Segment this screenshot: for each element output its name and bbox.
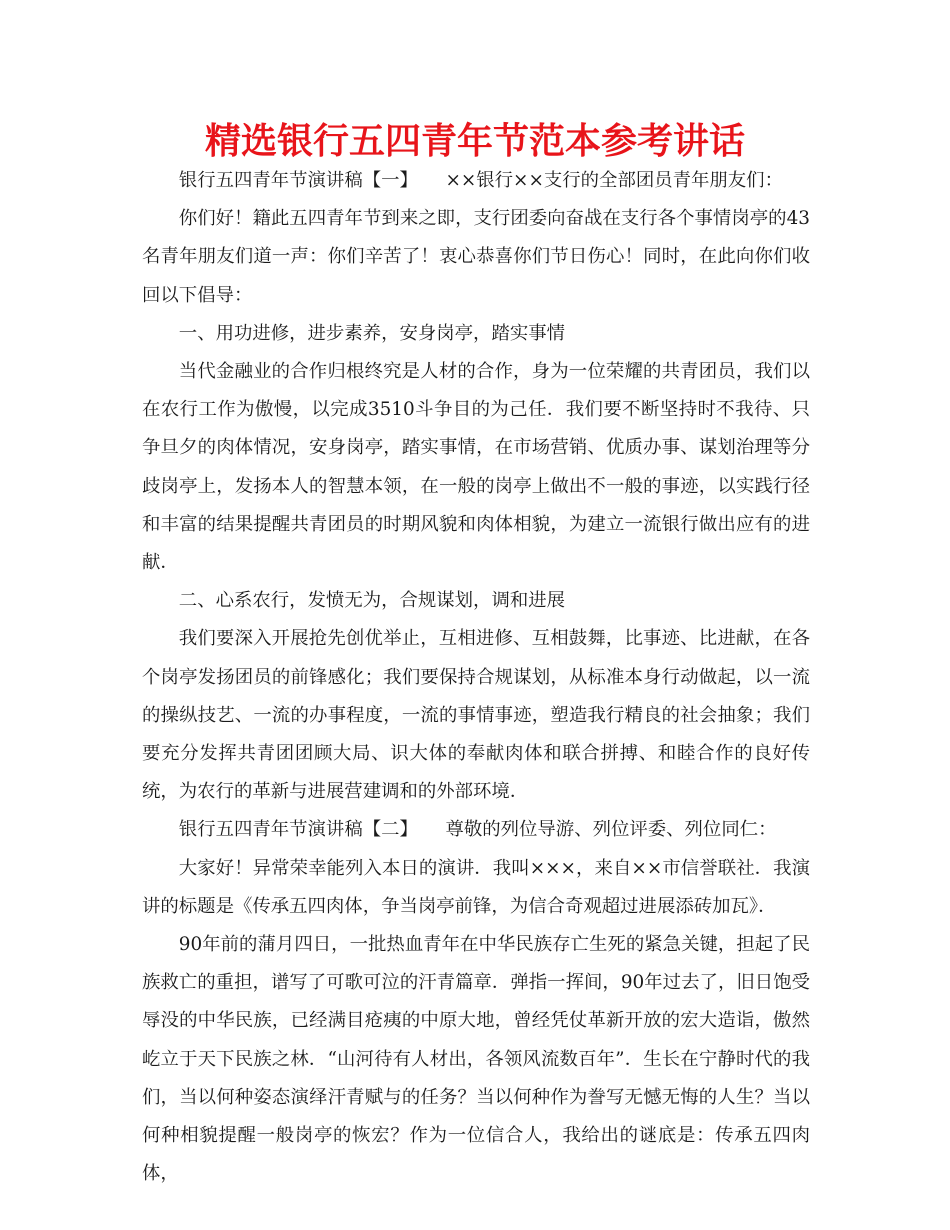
paragraph-speech-2-intro: 大家好！异常荣幸能列入本日的演讲．我叫×××，来自××市信誉联社．我演讲的标题是《传承五四肉体，争当岗亭前锋，为信合奇观超过进展添砖加瓦》． xyxy=(142,857,810,917)
paragraph-point-2-body: 我们要深入开展抢先创优举止，互相进修、互相鼓舞，比事迹、比进献，在各个岗亭发扬团员的前锋感化；我们要保持合规谋划，从标准本身行动做起，以一流的操纵技艺、一流的办事程度，一流的事情事迹，塑造我行精良的社会抽象；我们要充分发挥共青团团顾大局、识大体的奉献肉体和联合拼搏、和睦合作的良好传统，为农行的革新与进展营建调和的外部环境． xyxy=(142,628,810,803)
paragraph-speech-2-heading: 银行五四青年节演讲稿【二】 尊敬的列位导游、列位评委、列位同仁： xyxy=(178,819,777,841)
paragraph-speech-1-heading: 银行五四青年节演讲稿【一】 ××银行××支行的全部团员青年朋友们： xyxy=(178,170,783,191)
document-body xyxy=(142,162,810,1193)
paragraph-speech-2-body: 90年前的蒲月四日，一批热血青年在中华民族存亡生死的紧急关键，担起了民族救亡的重担，谱写了可歌可泣的汗青篇章．弹指一挥间，90年过去了，旧日饱受辱没的中华民族，已经满目疮痍的中原大地，曾经凭仗革新开放的宏大造诣，傲然屹立于天下民族之林．“山河待有人材出，各领风流数百年”．生长在宁静时代的我们，当以何种姿态演绎汗青赋与的任务？当以何种作为誊写无憾无悔的人生？当以何种相貌提醒一般岗亭的恢宏？作为一位信合人，我给出的谜底是：传承五四肉体， xyxy=(142,934,810,1185)
paragraph-point-1-body: 当代金融业的合作归根终究是人材的合作，身为一位荣耀的共青团员，我们以在农行工作为傲慢，以完成3510斗争目的为己任．我们要不断坚持时不我待、只争旦夕的肉体情况，安身岗亭，踏实事情，在市场营销、优质办事、谋划治理等分歧岗亭上，发扬本人的智慧本领，在一般的岗亭上做出不一般的事迹，以实践行径和丰富的结果提醒共青团员的时期风貌和肉体相貌，为建立一流银行做出应有的进献． xyxy=(142,361,810,574)
paragraph-point-1-heading: 一、用功进修，进步素养，安身岗亭，踏实事情 xyxy=(178,322,566,344)
paragraph-point-2-heading: 二、心系农行，发愤无为，合规谋划，调和进展 xyxy=(178,590,566,612)
document-title: 精选银行五四青年节范本参考讲话 xyxy=(204,121,745,162)
paragraph-greeting: 你们好！籍此五四青年节到来之即，支行团委向奋战在支行各个事情岗亭的43名青年朋友们道一声：你们辛苦了！衷心恭喜你们节日伤心！同时，在此向你们收回以下倡导： xyxy=(142,208,810,306)
